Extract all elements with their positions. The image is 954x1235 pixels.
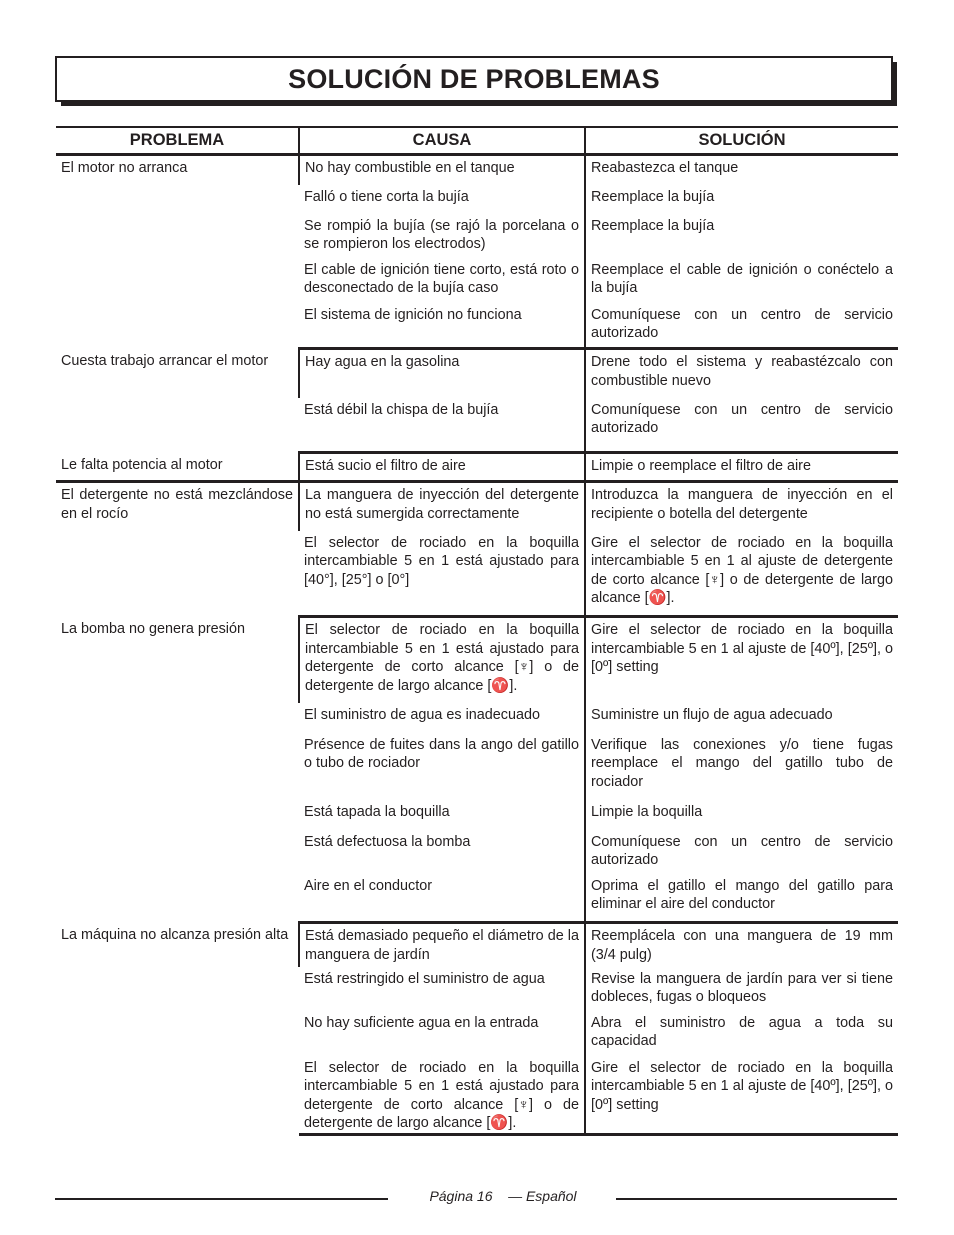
cause-cell: No hay suficiente agua en la entrada bbox=[304, 1014, 539, 1031]
cause-cell: La manguera de inyección del detergente no está sumergida correctamente bbox=[299, 482, 585, 531]
solution-cell: Gire el selector de rociado en la boquilla intercambiable 5 en 1 al ajuste de [40º], [25º], o [0º] setting bbox=[585, 1056, 898, 1135]
cause-cell: Falló o tiene corta la bujía bbox=[304, 188, 469, 205]
solution-cell: Comuníquese con un centro de servicio autorizado bbox=[585, 830, 898, 874]
problem-cell: La máquina no alcanza presión alta bbox=[61, 926, 289, 943]
table-row bbox=[56, 155, 898, 185]
cause-cell: Está tapada la boquilla bbox=[304, 803, 450, 820]
footer-rule-right bbox=[616, 1198, 897, 1200]
cause-cell: No hay combustible en el tanque bbox=[299, 155, 585, 185]
cause-cell: Hay agua en la gasolina bbox=[299, 349, 585, 398]
solution-cell: Gire el selector de rociado en la boquilla intercambiable 5 en 1 al ajuste de [40º], [25º], o [0º] setting bbox=[585, 617, 898, 703]
cause-cell: El suministro de agua es inadecuado bbox=[304, 706, 540, 723]
solution-cell: Limpie o reemplace el filtro de aire bbox=[585, 453, 898, 482]
solution-cell: Reabastezca el tanque bbox=[585, 155, 898, 185]
cause-cell: Está restringido el suministro de agua bbox=[304, 970, 545, 987]
page-title: SOLUCIÓN DE PROBLEMAS bbox=[288, 63, 660, 94]
solution-cell: Limpie la boquilla bbox=[585, 800, 898, 830]
solution-cell: Reemplácela con una manguera de 19 mm (3/4 pulg) bbox=[585, 923, 898, 967]
cause-cell: El cable de ignición tiene corto, está roto o desconectado de la bujía caso bbox=[304, 261, 579, 297]
header-problema: PROBLEMA bbox=[56, 127, 299, 155]
table-body bbox=[56, 155, 898, 1135]
cause-cell: Está sucio el filtro de aire bbox=[299, 453, 585, 482]
solution-cell: Oprima el gatillo el mango del gatillo para eliminar el aire del conductor bbox=[585, 874, 898, 923]
table-row bbox=[56, 617, 898, 703]
table-header-row bbox=[56, 127, 898, 155]
solution-cell: Abra el suministro de agua a toda su capacidad bbox=[585, 1011, 898, 1056]
footer-rule-left bbox=[55, 1198, 388, 1200]
header-solucion: SOLUCIÓN bbox=[585, 127, 898, 155]
problem-cell: El motor no arranca bbox=[61, 160, 188, 176]
title-box bbox=[55, 56, 893, 102]
solution-cell: Revise la manguera de jardín para ver si tiene dobleces, fugas o bloqueos bbox=[585, 967, 898, 1011]
problem-cell: Le falta potencia al motor bbox=[56, 453, 299, 482]
table-row bbox=[56, 482, 898, 531]
solution-cell: Suministre un flujo de agua adecuado bbox=[585, 703, 898, 733]
solution-cell: Gire el selector de rociado en la boquilla intercambiable 5 en 1 al ajuste de detergente de corto alcance [♆] o de detergente de largo alcance [♈]. bbox=[585, 531, 898, 617]
solution-cell: Reemplace el cable de ignición o conéctelo a la bujía bbox=[585, 258, 898, 303]
footer-language: — Español bbox=[508, 1188, 577, 1204]
table-row bbox=[56, 923, 898, 967]
header-causa: CAUSA bbox=[299, 127, 585, 155]
solution-cell: Comuníquese con un centro de servicio autorizado bbox=[585, 398, 898, 453]
footer-page-number: Página 16 bbox=[429, 1188, 493, 1204]
solution-cell: Introduzca la manguera de inyección en el recipiente o botella del detergente bbox=[585, 482, 898, 531]
cause-cell: El selector de rociado en la boquilla intercambiable 5 en 1 está ajustado para [40°], [25°] o [0°] bbox=[299, 531, 585, 617]
cause-cell: Está demasiado pequeño el diámetro de la manguera de jardín bbox=[299, 923, 585, 967]
cause-cell: Está débil la chispa de la bujía bbox=[299, 398, 585, 453]
troubleshooting-table bbox=[56, 126, 898, 1136]
cause-cell: Présence de fuites dans la ango del gatillo o tubo de rociador bbox=[304, 736, 579, 772]
footer-text bbox=[396, 1188, 610, 1204]
solution-cell: Reemplace la bujía bbox=[585, 185, 898, 214]
cause-cell: Se rompió la bujía (se rajó la porcelana o se rompieron los electrodos) bbox=[304, 217, 579, 253]
solution-cell: Reemplace la bujía bbox=[585, 214, 898, 258]
problem-cell: Cuesta trabajo arrancar el motor bbox=[61, 352, 269, 369]
cause-cell: Está defectuosa la bomba bbox=[304, 833, 471, 850]
solution-cell: Drene todo el sistema y reabastézcalo con combustible nuevo bbox=[585, 349, 898, 398]
cause-cell: El selector de rociado en la boquilla intercambiable 5 en 1 está ajustado para detergente de corto alcance [♆] o de detergente de largo alcance [♈]. bbox=[299, 617, 585, 703]
table-row bbox=[56, 349, 898, 398]
page-footer bbox=[55, 1187, 897, 1207]
problem-cell: La bomba no genera presión bbox=[61, 620, 246, 637]
cause-cell: El selector de rociado en la boquilla intercambiable 5 en 1 está ajustado para detergente de corto alcance [♆] o de detergente de largo alcance [♈]. bbox=[299, 1056, 585, 1135]
title-banner bbox=[55, 56, 897, 106]
solution-cell: Comuníquese con un centro de servicio autorizado bbox=[585, 303, 898, 349]
problem-cell: El detergente no está mezclándose en el rocío bbox=[61, 487, 293, 522]
cause-cell: El sistema de ignición no funciona bbox=[299, 303, 585, 349]
table-row bbox=[56, 453, 898, 482]
solution-cell: Verifique las conexiones y/o tiene fugas reemplace el mango del gatillo tubo de rociador bbox=[585, 733, 898, 800]
cause-cell: Aire en el conductor bbox=[299, 874, 585, 923]
